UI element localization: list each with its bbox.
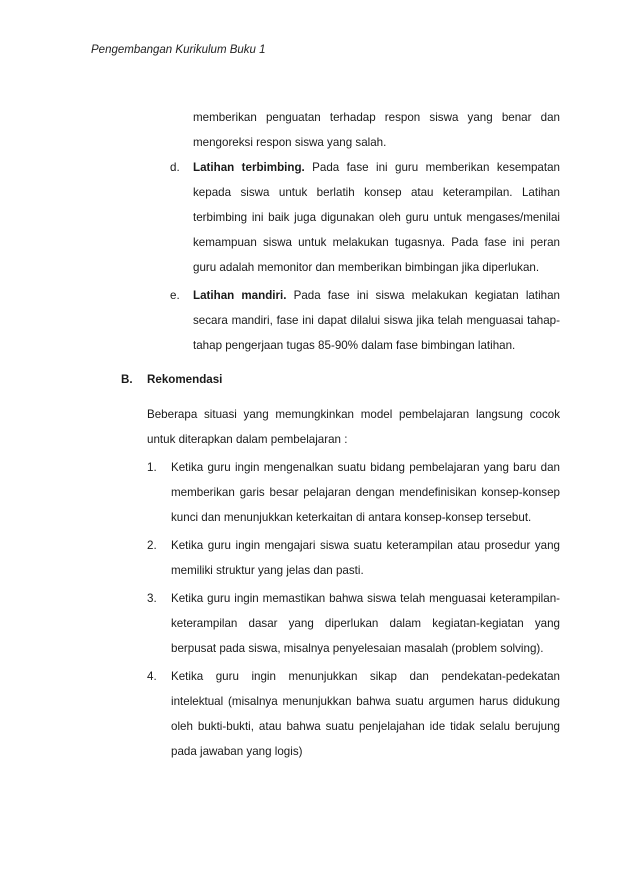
text-line: memiliki struktur yang jelas dan pasti. xyxy=(171,564,364,577)
text-line: terbimbing ini baik juga digunakan oleh guru untuk mengases/menilai xyxy=(193,211,560,224)
text-line: secara mandiri, fase ini dapat dilalui siswa jika telah menguasai tahap- xyxy=(193,314,560,327)
list-marker-2: 2. xyxy=(147,539,157,552)
item-d-line1-rest: Pada fase ini guru memberikan kesempatan xyxy=(304,161,560,174)
text-line: pada jawaban yang logis) xyxy=(171,745,303,758)
item-e-term: Latihan mandiri. xyxy=(193,289,287,302)
text-line: intelektual (misalnya menunjukkan bahwa suatu argumen harus didukung xyxy=(171,695,560,708)
text-line: Ketika guru ingin mengenalkan suatu bidang pembelajaran yang baru dan xyxy=(171,461,560,474)
section-b-title: Rekomendasi xyxy=(147,373,223,386)
text-line: mengoreksi respon siswa yang salah. xyxy=(193,136,387,149)
text-line: Ketika guru ingin menunjukkan sikap dan pendekatan-pedekatan xyxy=(171,670,560,683)
running-header: Pengembangan Kurikulum Buku 1 xyxy=(91,44,266,56)
continuation-paragraph xyxy=(193,105,560,155)
list-marker-1: 1. xyxy=(147,461,157,474)
text-line: untuk diterapkan dalam pembelajaran : xyxy=(147,433,348,446)
text-line: kepada siswa untuk berlatih konsep atau keterampilan. Latihan xyxy=(193,186,560,199)
section-b-intro xyxy=(147,402,560,452)
list-item-1 xyxy=(171,455,560,530)
list-item-3 xyxy=(171,586,560,661)
list-marker-d: d. xyxy=(170,161,180,174)
text-line: Beberapa situasi yang memungkinkan model pembelajaran langsung cocok xyxy=(147,408,560,421)
text-line: kunci dan menunjukkan keterkaitan di antara konsep-konsep tersebut. xyxy=(171,511,532,524)
text-line: memberikan garis besar pelajaran dengan mendefinisikan konsep-konsep xyxy=(171,486,560,499)
section-b-marker: B. xyxy=(121,373,133,386)
list-marker-e: e. xyxy=(170,289,180,302)
list-item-4 xyxy=(171,664,560,764)
item-d-paragraph xyxy=(193,155,560,280)
text-line xyxy=(193,283,560,308)
text-line: guru adalah memonitor dan memberikan bimbingan jika diperlukan. xyxy=(193,261,540,274)
text-line xyxy=(193,155,560,180)
text-line: berpusat pada siswa, misalnya penyelesaian masalah (problem solving). xyxy=(171,642,544,655)
text-line: Ketika guru ingin mengajari siswa suatu keterampilan atau prosedur yang xyxy=(171,539,560,552)
list-item-2 xyxy=(171,533,560,583)
text-line: Ketika guru ingin memastikan bahwa siswa telah menguasai keterampilan- xyxy=(171,592,560,605)
text-line: keterampilan dasar yang diperlukan dalam kegiatan-kegiatan yang xyxy=(171,617,560,630)
text-line: memberikan penguatan terhadap respon siswa yang benar dan xyxy=(193,111,560,124)
text-line: tahap pengerjaan tugas 85-90% dalam fase bimbingan latihan. xyxy=(193,339,516,352)
list-marker-4: 4. xyxy=(147,670,157,683)
item-e-line1-rest: Pada fase ini siswa melakukan kegiatan latihan xyxy=(286,289,560,302)
list-marker-3: 3. xyxy=(147,592,157,605)
item-d-term: Latihan terbimbing. xyxy=(193,161,305,174)
text-line: oleh bukti-bukti, atau bahwa suatu penjelajahan ide tidak selalu berujung xyxy=(171,720,560,733)
item-e-paragraph xyxy=(193,283,560,358)
text-line: kemampuan siswa untuk melakukan tugasnya. Pada fase ini peran xyxy=(193,236,560,249)
